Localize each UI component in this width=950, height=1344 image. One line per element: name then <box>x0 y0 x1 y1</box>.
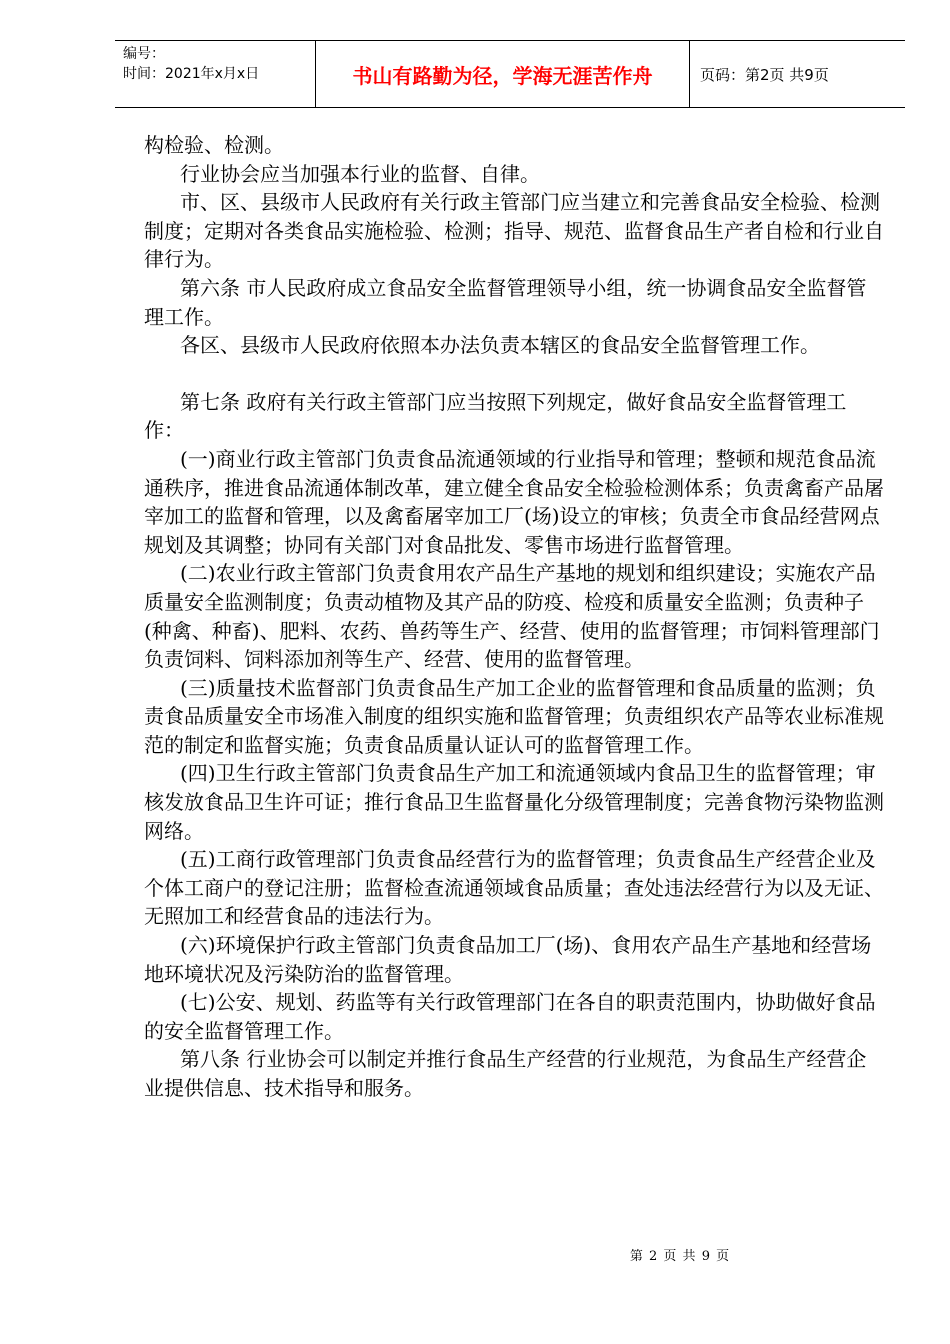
header-page-number: 页码：第2页 共9页 <box>700 65 829 84</box>
article-8: 第八条 行业协会可以制定并推行食品生产经营的行业规范，为食品生产经营企业提供信息、技术指导和服务。 <box>144 1047 867 1100</box>
list-item: (七)公安、规划、药监等有关行政管理部门在各自的职责范围内，协助做好食品的安全监督管理工作。 <box>144 990 876 1043</box>
paragraph: 行业协会应当加强本行业的监督、自律。 <box>180 161 540 186</box>
paragraph: 市、区、县级市人民政府有关行政主管部门应当建立和完善食品安全检验、检测制度；定期对各类食品实施检验、检测；指导、规范、监督食品生产者自检和行业自律行为。 <box>144 190 884 272</box>
list-item: (二)农业行政主管部门负责食用农产品生产基地的规划和组织建设；实施农产品质量安全监测制度；负责动植物及其产品的防疫、检疫和质量安全监测；负责种子(种禽、种畜)、肥料、农药、兽药等生产、经营、使用的监督管理；市饲料管理部门负责饲料、饲料添加剂等生产、经营、使用的监督管理。 <box>144 561 880 672</box>
page-footer <box>0 1245 950 1264</box>
paragraph: 各区、县级市人民政府依照本办法负责本辖区的食品安全监督管理工作。 <box>180 333 820 358</box>
header-motto: 书山有路勤为径，学海无涯苦作舟 <box>315 41 690 107</box>
document-number-label: 编号： <box>123 46 165 62</box>
list-item: (三)质量技术监督部门负责食品生产加工企业的监督管理和食品质量的监测；负责食品质量安全市场准入制度的组织实施和监督管理；负责组织农产品等农业标准规范的制定和监督实施；负责食品质量认证认可的监督管理工作。 <box>144 675 884 757</box>
list-item: (五)工商行政管理部门负责食品经营行为的监督管理；负责食品生产经营企业及个体工商户的登记注册；监督检查流通领域食品质量；查处违法经营行为以及无证、无照加工和经营食品的违法行为。 <box>144 847 884 929</box>
list-item: (四)卫生行政主管部门负责食品生产加工和流通领域内食品卫生的监督管理；审核发放食品卫生许可证；推行食品卫生监督量化分级管理制度；完善食物污染物监测网络。 <box>144 761 884 843</box>
document-body <box>144 131 884 1103</box>
article-6: 第六条 市人民政府成立食品安全监督管理领导小组，统一协调食品安全监督管理工作。 <box>144 275 867 329</box>
list-item: (一)商业行政主管部门负责食品流通领域的行业指导和管理；整顿和规范食品流通秩序，推进食品流通体制改革，建立健全食品安全检验检测体系；负责禽畜产品屠宰加工的监督和管理，以及禽畜屠宰加工厂(场)设立的审核；负责全市食品经营网点规划及其调整；协同有关部门对食品批发、零售市场进行监督管理。 <box>144 446 884 557</box>
document-time-label: 时间：2021年x月x日 <box>123 66 260 82</box>
paragraph: 构检验、检测。 <box>144 133 284 157</box>
blank-line <box>144 360 884 388</box>
header-meta <box>115 41 315 107</box>
list-item: (六)环境保护行政主管部门负责食品加工厂(场)、食用农产品生产基地和经营场地环境状况及污染防治的监督管理。 <box>144 933 872 986</box>
article-7: 第七条 政府有关行政主管部门应当按照下列规定，做好食品安全监督管理工作： <box>144 389 847 443</box>
footer-page-number: 第 2 页 共 9 页 <box>629 1249 731 1264</box>
page-header <box>115 40 905 108</box>
